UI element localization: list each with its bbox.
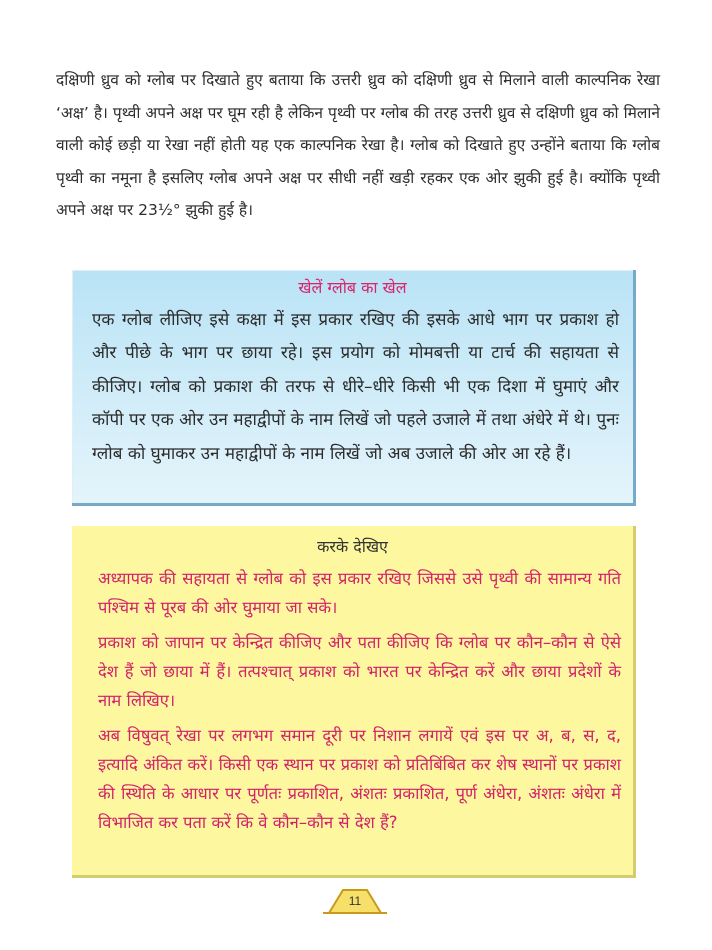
- try-it-box-body: [98, 564, 621, 837]
- activity-box-text: एक ग्लोब लीजिए इसे कक्षा में इस प्रकार रखिए की इसके आधे भाग पर प्रकाश हो और पीछे के भाग पर छाया रहे। इस प्रयोग को मोमबत्ती या टार्च की सहायता से कीजिए। ग्लोब को प्रकाश की तरफ से धीरे–धीरे किसी भी एक दिशा में घुमाएं और कॉपी पर एक ओर उन महाद्वीपों के नाम लिखें जो पहले उजाले में तथा अंधेरे में थे। पुनः ग्लोब को घुमाकर उन महाद्वीपों के नाम लिखें जो अब उजाले की ओर आ रहे हैं।: [92, 310, 619, 464]
- activity-box-body: [92, 304, 619, 471]
- try-it-paragraph: अध्यापक की सहायता से ग्लोब को इस प्रकार रखिए जिससे उसे पृथ्वी की सामान्य गति पश्चिम से पूरब की ओर घुमाया जा सके।: [98, 569, 621, 617]
- try-it-box-title: करके देखिए: [317, 537, 388, 556]
- page-number: 11: [348, 894, 362, 908]
- page-number-badge: [323, 884, 387, 914]
- activity-box-globe-game: [72, 270, 636, 506]
- try-it-paragraph: प्रकाश को जापान पर केन्द्रित कीजिए और पता कीजिए कि ग्लोब पर कौन–कौन से ऐसे देश हैं जो छाया में हैं। तत्पश्चात् प्रकाश को भारत पर केन्द्रित करें और छाया प्रदेशों के नाम लिखिए।: [98, 633, 621, 710]
- try-it-box: [72, 526, 636, 878]
- activity-box-title: खेलें ग्लोब का खेल: [298, 278, 407, 297]
- try-it-paragraph: अब विषुवत् रेखा पर लगभग समान दूरी पर निशान लगायें एवं इस पर अ, ब, स, द, इत्यादि अंकित करें। किसी एक स्थान पर प्रकाश को प्रतिबिंबित कर शेष स्थानों पर प्रकाश की स्थिति के आधार पर पूर्णतः प्रकाशित, अंशतः प्रकाशित, पूर्ण अंधेरा, अंशतः अंधेरा में विभाजित कर पता करें कि वे कौन–कौन से देश हैं?: [98, 726, 621, 832]
- intro-paragraph: दक्षिणी ध्रुव को ग्लोब पर दिखाते हुए बताया कि उत्तरी ध्रुव को दक्षिणी ध्रुव से मिलाने वाली काल्पनिक रेखा ‘अक्ष’ है। पृथ्वी अपने अक्ष पर घूम रही है लेकिन पृथ्वी पर ग्लोब की तरह उत्तरी ध्रुव से दक्षिणी ध्रुव को मिलाने वाली कोई छड़ी या रेखा नहीं होती यह एक काल्पनिक रेखा है। ग्लोब को दिखाते हुए उन्होंने बताया कि ग्लोब पृथ्वी का नमूना है इसलिए ग्लोब अपने अक्ष पर सीधी नहीं खड़ी रहकर एक ओर झुकी हुई है। क्योंकि पृथ्वी अपने अक्ष पर 23½° झुकी हुई है।: [56, 71, 660, 220]
- intro-section: [56, 64, 660, 227]
